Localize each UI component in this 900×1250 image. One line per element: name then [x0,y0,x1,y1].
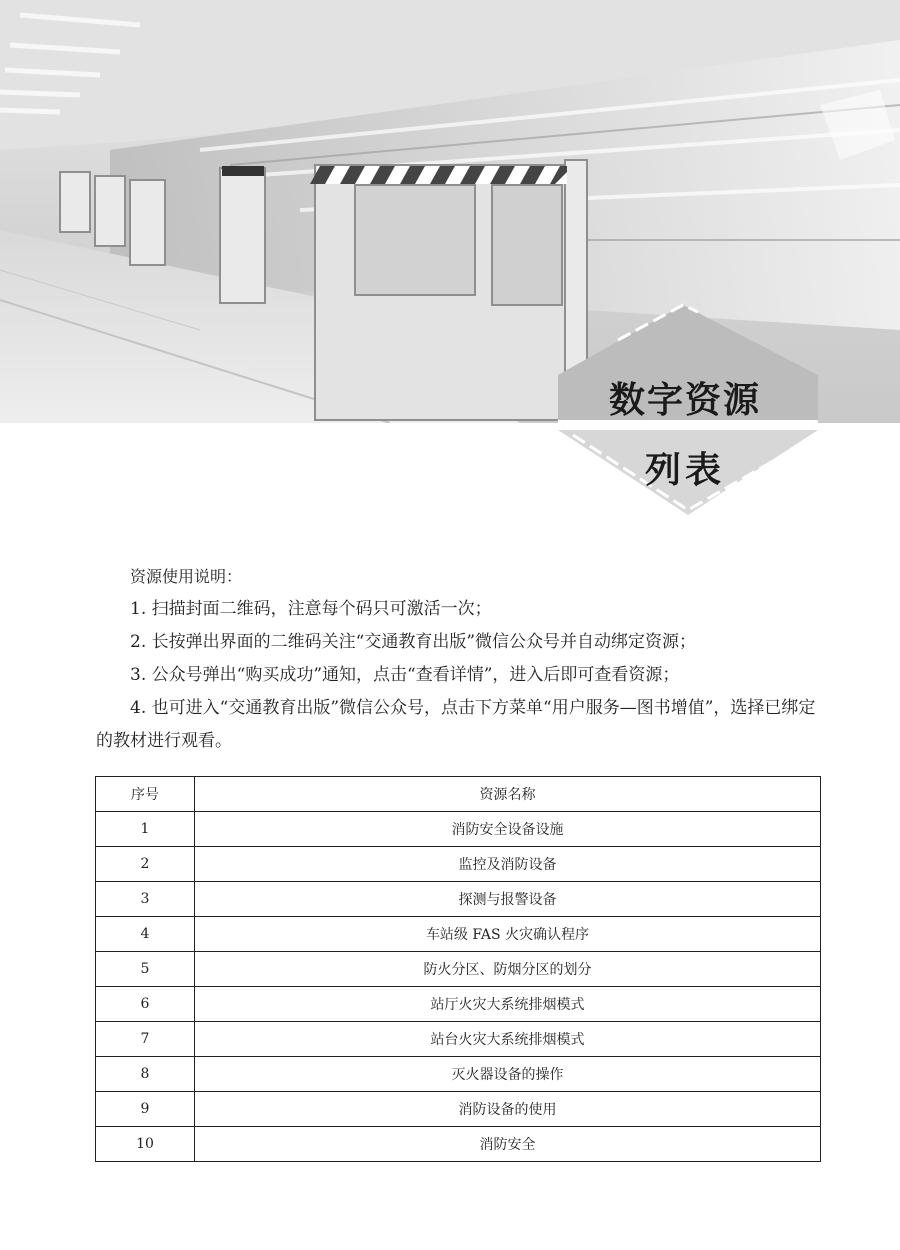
table-header-row [96,777,821,812]
instructions-heading: 资源使用说明： [130,567,243,586]
row-number: 7 [96,1022,195,1057]
row-number: 3 [96,882,195,917]
instruction-item: 3. 公众号弹出“购买成功”通知，点击“查看详情”，进入后即可查看资源； [130,665,680,685]
resource-list-table [95,776,821,1162]
instruction-item: 1. 扫描封面二维码，注意每个码只可激活一次； [130,599,492,619]
page-title-line2: 列表 [644,450,725,491]
column-header-resource-name: 资源名称 [195,777,821,812]
row-number: 1 [96,812,195,847]
row-number: 9 [96,1092,195,1127]
resource-name: 车站级 FAS 火灾确认程序 [195,917,821,952]
table-row [96,1092,821,1127]
row-number: 5 [96,952,195,987]
usage-instructions [96,560,824,758]
table-row [96,1022,821,1057]
row-number: 2 [96,847,195,882]
resource-name: 探测与报警设备 [195,882,821,917]
resource-name: 消防安全 [195,1127,821,1162]
table-row [96,882,821,917]
resource-name: 灭火器设备的操作 [195,1057,821,1092]
table-row [96,1127,821,1162]
table-row [96,847,821,882]
table-row [96,917,821,952]
row-number: 4 [96,917,195,952]
column-header-number: 序号 [96,777,195,812]
table-row [96,952,821,987]
table-row [96,812,821,847]
row-number: 8 [96,1057,195,1092]
table-row [96,1057,821,1092]
resource-name: 防火分区、防烟分区的划分 [195,952,821,987]
page-title-line1: 数字资源 [608,380,761,421]
resource-name: 消防安全设备设施 [195,812,821,847]
instruction-item: 4. 也可进入“交通教育出版”微信公众号，点击下方菜单“用户服务—图书增值”，选择已绑定的教材进行观看。 [96,698,816,751]
resource-name: 消防设备的使用 [195,1092,821,1127]
table-row [96,987,821,1022]
resource-name: 站厅火灾大系统排烟模式 [195,987,821,1022]
resource-name: 站台火灾大系统排烟模式 [195,1022,821,1057]
resource-name: 监控及消防设备 [195,847,821,882]
row-number: 10 [96,1127,195,1162]
row-number: 6 [96,987,195,1022]
instruction-item: 2. 长按弹出界面的二维码关注“交通教育出版”微信公众号并自动绑定资源； [130,632,697,652]
